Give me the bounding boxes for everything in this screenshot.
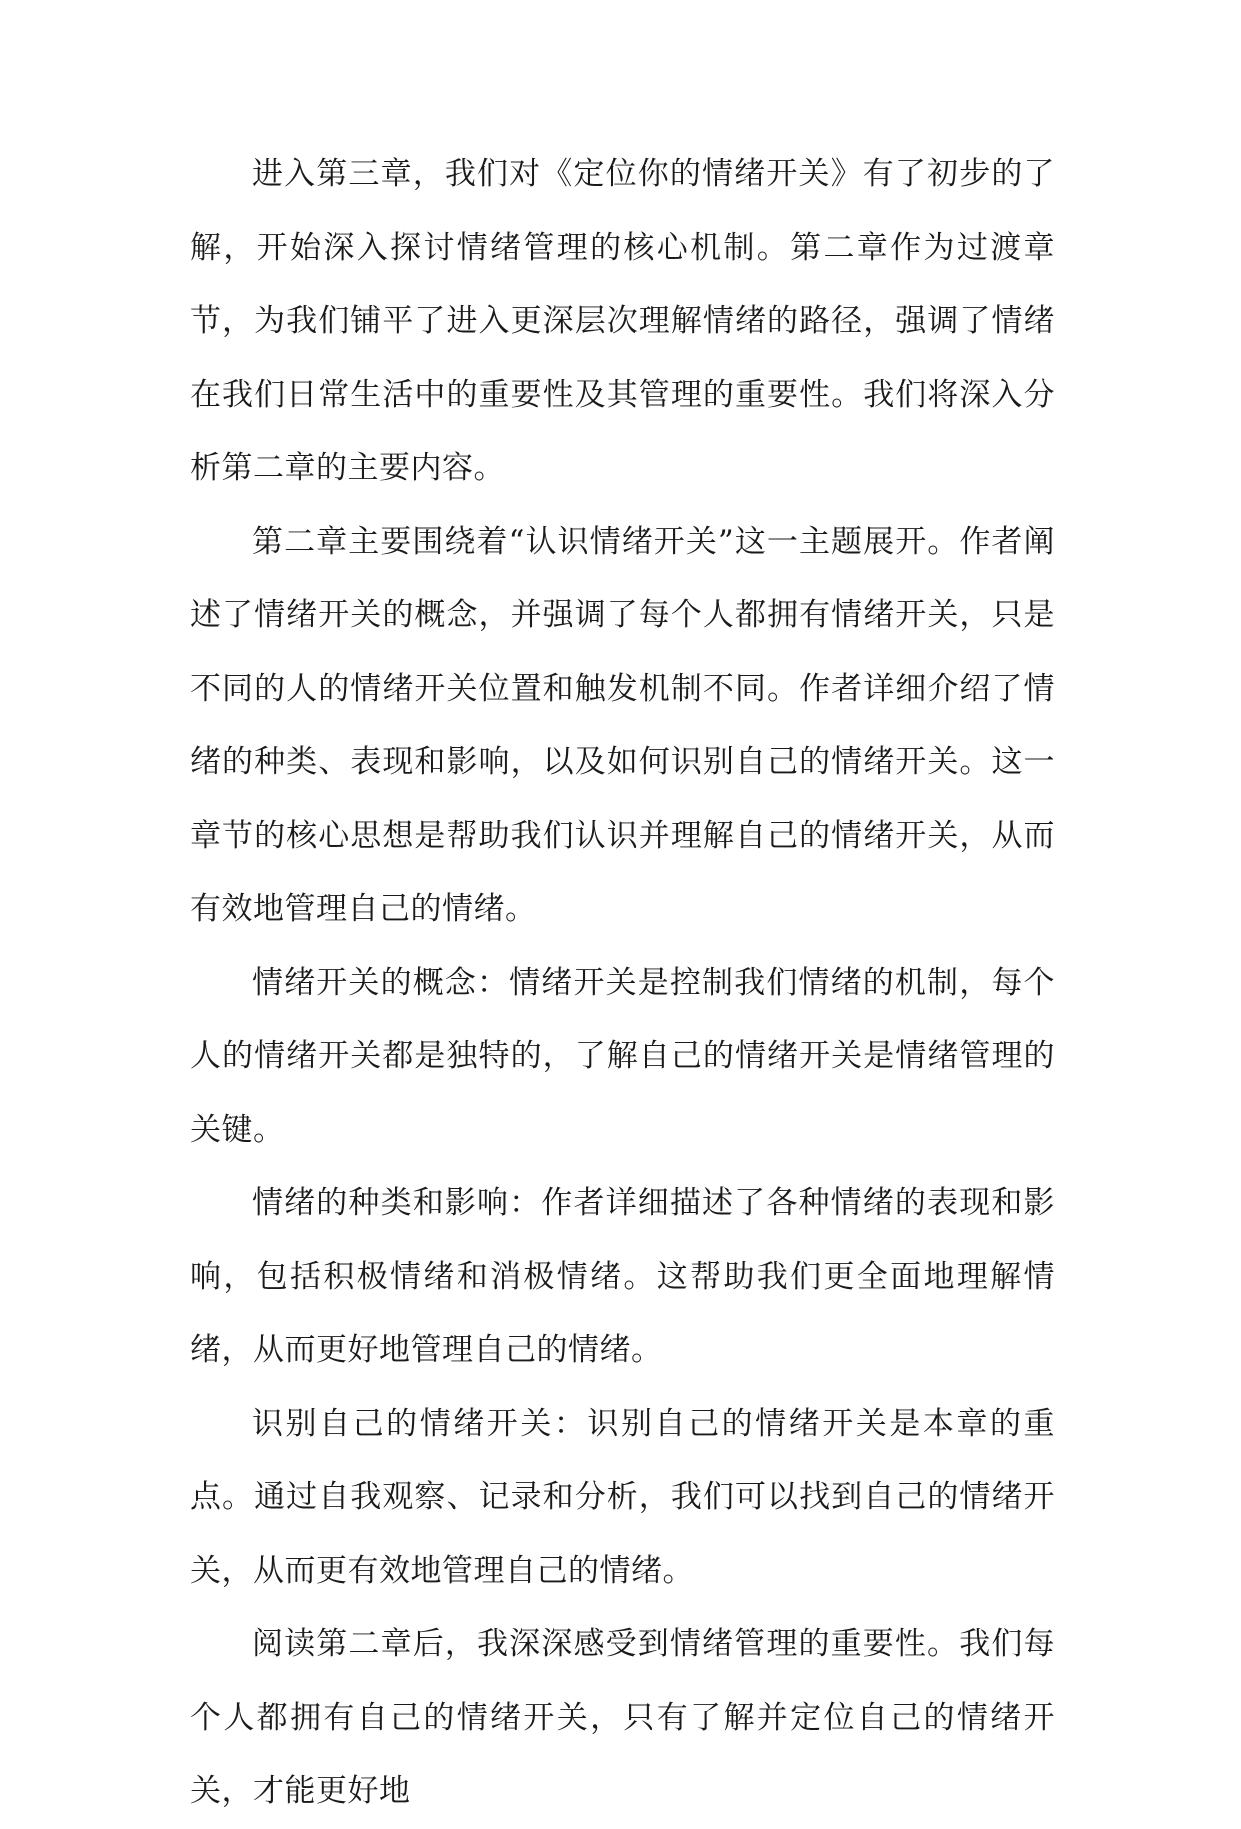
paragraph-4: 情绪的种类和影响：作者详细描述了各种情绪的表现和影响，包括积极情绪和消极情绪。这帮助我们更全面地理解情绪，从而更好地管理自己的情绪。	[190, 1185, 1055, 1368]
body-text	[190, 138, 1055, 1829]
paragraph-6: 阅读第二章后，我深深感受到情绪管理的重要性。我们每个人都拥有自己的情绪开关，只有了解并定位自己的情绪开关，才能更好地	[190, 1626, 1055, 1809]
paragraph-1: 进入第三章，我们对《定位你的情绪开关》有了初步的了解，开始深入探讨情绪管理的核心机制。第二章作为过渡章节，为我们铺平了进入更深层次理解情绪的路径，强调了情绪在我们日常生活中的重要性及其管理的重要性。我们将深入分析第二章的主要内容。	[190, 156, 1055, 486]
paragraph-2: 第二章主要围绕着“认识情绪开关”这一主题展开。作者阐述了情绪开关的概念，并强调了每个人都拥有情绪开关，只是不同的人的情绪开关位置和触发机制不同。作者详细介绍了情绪的种类、表现和影响，以及如何识别自己的情绪开关。这一章节的核心思想是帮助我们认识并理解自己的情绪开关，从而有效地管理自己的情绪。	[190, 523, 1055, 927]
paragraph-5: 识别自己的情绪开关：识别自己的情绪开关是本章的重点。通过自我观察、记录和分析，我们可以找到自己的情绪开关，从而更有效地管理自己的情绪。	[190, 1405, 1055, 1589]
paragraph-3: 情绪开关的概念：情绪开关是控制我们情绪的机制，每个人的情绪开关都是独特的，了解自己的情绪开关是情绪管理的关键。	[190, 964, 1055, 1148]
